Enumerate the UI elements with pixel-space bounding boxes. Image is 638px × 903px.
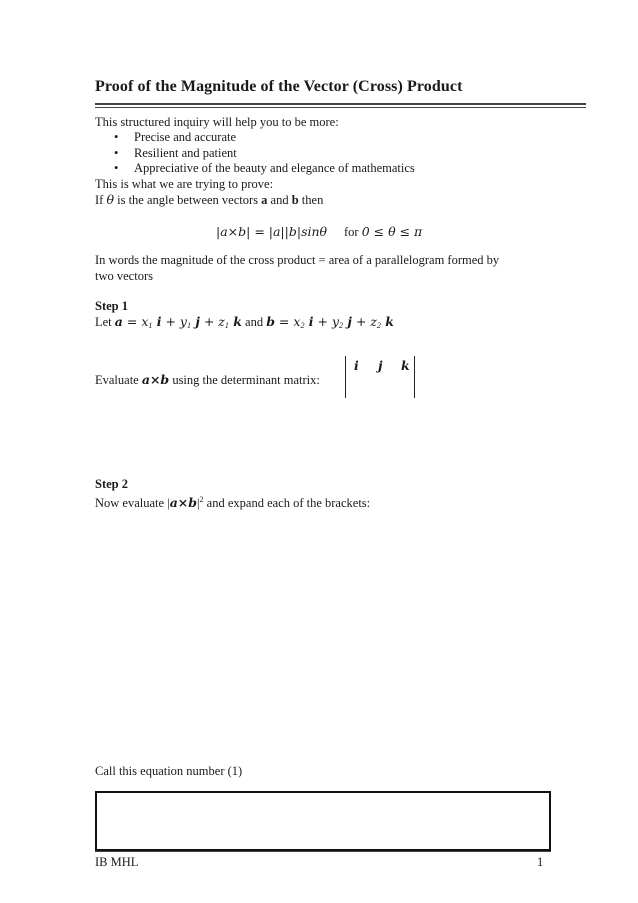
bullet-item: • Resilient and patient	[114, 145, 237, 160]
step1-heading: Step 1	[95, 299, 128, 313]
words-line-1: In words the magnitude of the cross product = area of a parallelogram formed by	[95, 253, 500, 267]
intro-text: This structured inquiry will help you to be more:	[95, 115, 339, 129]
footer-rule	[95, 851, 551, 852]
title-rule-thick	[95, 103, 586, 105]
answer-box[interactable]	[95, 791, 551, 851]
step2-instruction: Now evaluate $|a\times b|^2$ and expand each of the brackets:	[95, 495, 371, 511]
matrix-entry-j: j	[378, 358, 383, 373]
step2-heading: Step 2	[95, 477, 128, 491]
evaluate-line: Evaluate a×b using the determinant matrix:	[95, 372, 320, 387]
page-title: Proof of the Magnitude of the Vector (Cross) Product	[95, 78, 463, 95]
title-rule-thin	[95, 107, 586, 108]
determinant-matrix	[345, 356, 415, 398]
vector-definitions: Let $a = x_1$ $i + y_1$ $j + z_1$ k and $b = x_2$ $i + y_2$ $j + z_2$ k	[95, 314, 394, 330]
theta-range: for 0 ≤ θ ≤ π	[344, 224, 423, 239]
call-equation-line: Call this equation number (1)	[95, 764, 243, 778]
magnitude-formula: |a×b| = |a||b|sinθ	[216, 224, 328, 239]
bullet-item: • Precise and accurate	[114, 130, 237, 144]
matrix-entry-k: k	[401, 358, 410, 373]
page-number: 1	[537, 855, 544, 869]
prove-line: This is what we are trying to prove:	[95, 177, 274, 191]
bullet-list	[114, 130, 415, 177]
bullet-item: • Appreciative of the beauty and elegance of mathematics	[114, 161, 415, 175]
words-line-2: two vectors	[95, 269, 153, 283]
footer-left: IB MHL	[95, 855, 139, 869]
if-line: If θ is the angle between vectors a and b then	[95, 192, 324, 207]
matrix-entry-i: i	[354, 358, 359, 373]
